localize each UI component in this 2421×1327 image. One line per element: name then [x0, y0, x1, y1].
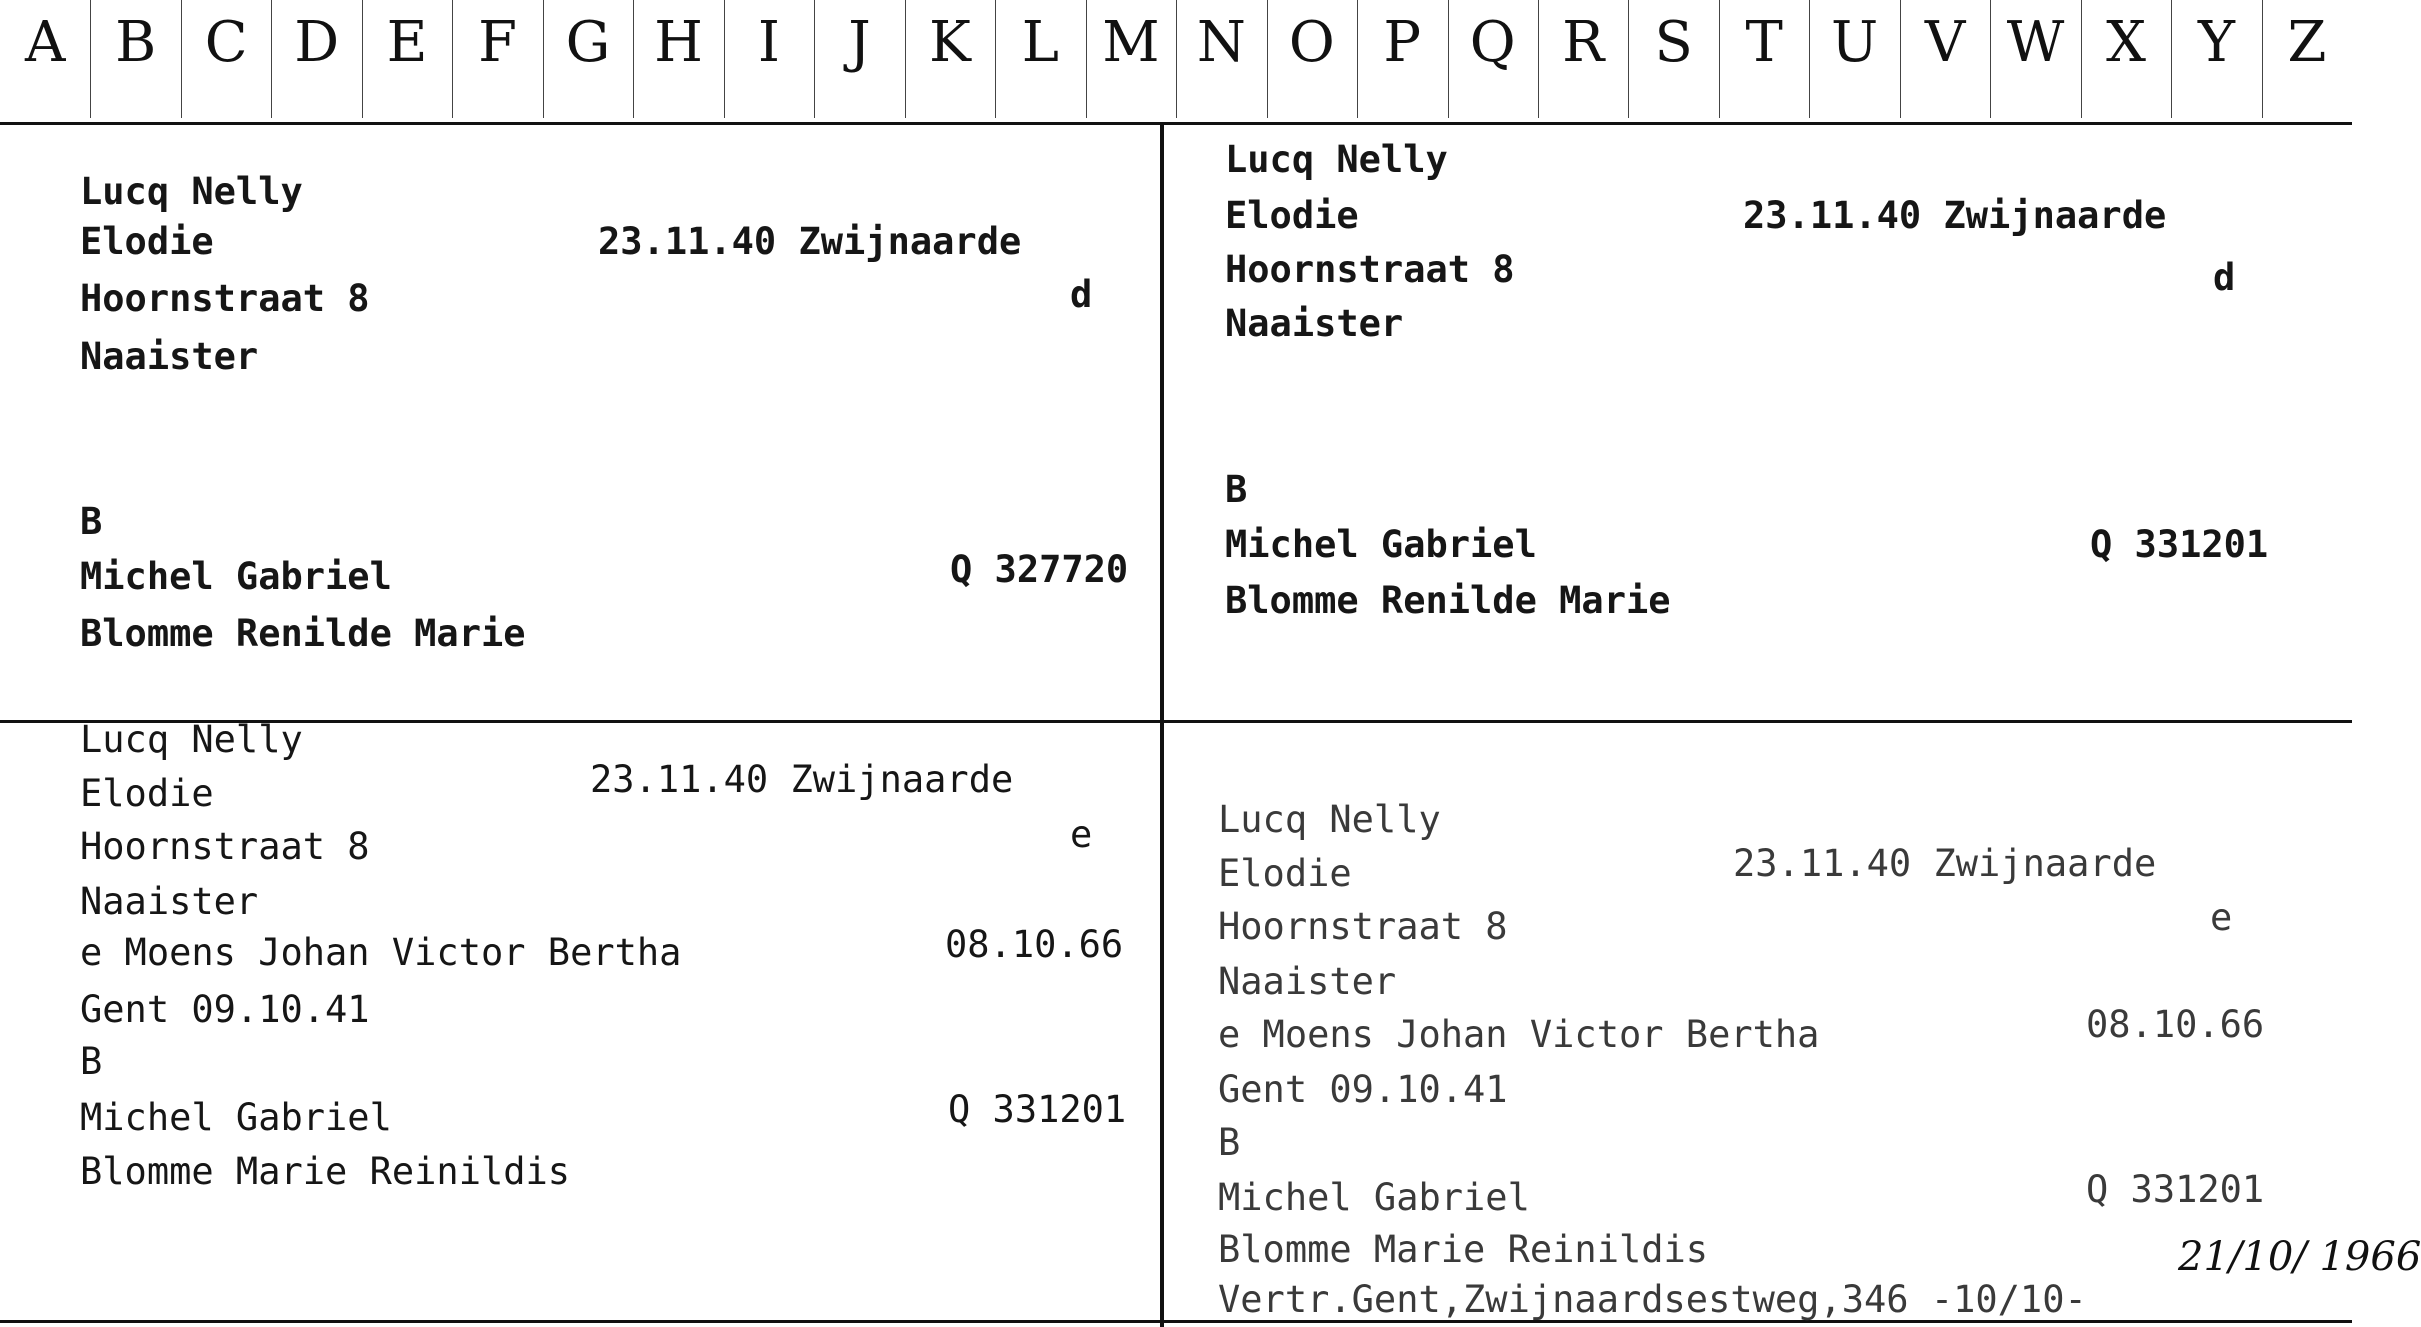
- alphabet-letter-e: E: [362, 0, 452, 122]
- alphabet-letter-a: A: [25, 10, 66, 75]
- card-birth: 23.11.40 Zwijnaarde: [598, 220, 1022, 263]
- alphabet-letter-c: C: [181, 0, 271, 122]
- card-spouse-birth: Gent 09.10.41: [1218, 1068, 1508, 1111]
- card-occupation: Naaister: [1218, 960, 1397, 1003]
- alphabet-letter-l: L: [995, 0, 1085, 122]
- card-birth: 23.11.40 Zwijnaarde: [1733, 842, 2157, 885]
- alphabet-letter-k: K: [905, 0, 995, 122]
- card-name: Lucq Nelly: [80, 718, 303, 761]
- card-given-name: Elodie: [1225, 194, 1359, 237]
- card-address: Hoornstraat 8: [80, 277, 370, 320]
- card-code: e: [2210, 896, 2233, 939]
- card-occupation: Naaister: [1225, 302, 1404, 345]
- card-father: Michel Gabriel: [80, 1096, 392, 1139]
- card-mother: Blomme Marie Reinildis: [80, 1150, 571, 1193]
- alphabet-letter-i: I: [724, 0, 814, 122]
- card-father: Michel Gabriel: [1218, 1176, 1530, 1219]
- card-father: Michel Gabriel: [80, 555, 392, 598]
- card-given-name: Elodie: [80, 772, 214, 815]
- vertical-divider: [1160, 125, 1164, 1327]
- card-marriage-date: 08.10.66: [2086, 1003, 2265, 1046]
- alphabet-letter-b: B: [90, 0, 180, 122]
- alphabet-letter-n: N: [1176, 0, 1266, 122]
- card-mother: Blomme Marie Reinildis: [1218, 1228, 1709, 1271]
- card-qnumber: Q 331201: [2086, 1168, 2265, 1211]
- alphabet-letter-y: Y: [2171, 0, 2261, 122]
- card-birth: 23.11.40 Zwijnaarde: [1743, 194, 2167, 237]
- alphabet-index-bar: [0, 0, 2352, 125]
- card-address: Hoornstraat 8: [80, 825, 370, 868]
- alphabet-letter-z: Z: [2262, 0, 2352, 122]
- card-spouse: e Moens Johan Victor Bertha: [80, 931, 682, 974]
- alphabet-letter-w: W: [1990, 0, 2080, 122]
- alphabet-letter-m: M: [1086, 0, 1176, 122]
- card-b-letter: B: [80, 500, 103, 543]
- card-qnumber: Q 331201: [2090, 523, 2269, 566]
- card-name: Lucq Nelly: [1218, 798, 1441, 841]
- alphabet-letter-r: R: [1538, 0, 1628, 122]
- alphabet-letter-s: S: [1628, 0, 1718, 122]
- alphabet-letter-h: H: [633, 0, 723, 122]
- card-address: Hoornstraat 8: [1218, 905, 1508, 948]
- card-birth: 23.11.40 Zwijnaarde: [590, 758, 1014, 801]
- card-name: Lucq Nelly: [1225, 138, 1448, 181]
- card-mother: Blomme Renilde Marie: [80, 612, 526, 655]
- card-top-right: [1225, 138, 2325, 688]
- card-code: d: [2213, 256, 2236, 299]
- handwritten-date: 21/10/ 1966: [2178, 1234, 2421, 1280]
- card-occupation: Naaister: [80, 880, 259, 923]
- alphabet-letter-v: V: [1900, 0, 1990, 122]
- card-code: e: [1070, 813, 1093, 856]
- alphabet-letter-g: G: [543, 0, 633, 122]
- card-spouse-birth: Gent 09.10.41: [80, 988, 370, 1031]
- card-address: Hoornstraat 8: [1225, 248, 1515, 291]
- alphabet-letter-q: Q: [1448, 0, 1538, 122]
- card-bottom-left: [80, 718, 1150, 1318]
- alphabet-letter-j: J: [814, 0, 904, 122]
- card-marriage-date: 08.10.66: [945, 923, 1124, 966]
- card-name: Lucq Nelly: [80, 170, 303, 213]
- card-qnumber: Q 331201: [948, 1088, 1127, 1131]
- card-mother: Blomme Renilde Marie: [1225, 579, 1671, 622]
- card-occupation: Naaister: [80, 335, 259, 378]
- card-qnumber: Q 327720: [950, 548, 1129, 591]
- card-father: Michel Gabriel: [1225, 523, 1537, 566]
- alphabet-letter-u: U: [1809, 0, 1899, 122]
- alphabet-letter-p: P: [1357, 0, 1447, 122]
- alphabet-letter-x: X: [2081, 0, 2171, 122]
- alphabet-letter-f: F: [452, 0, 542, 122]
- card-bottom-right: [1218, 798, 2421, 1321]
- alphabet-letter-d: D: [271, 0, 361, 122]
- card-spouse: e Moens Johan Victor Bertha: [1218, 1013, 1820, 1056]
- card-given-name: Elodie: [80, 220, 214, 263]
- card-code: d: [1070, 273, 1093, 316]
- alphabet-letter-t: T: [1719, 0, 1809, 122]
- card-top-left: [80, 170, 1150, 690]
- card-given-name: Elodie: [1218, 852, 1352, 895]
- card-departure: Vertr.Gent,Zwijnaardsestweg,346 -10/10-: [1218, 1278, 2087, 1321]
- card-b-letter: B: [80, 1040, 103, 1083]
- alphabet-letter-o: O: [1267, 0, 1357, 122]
- card-b-letter: B: [1225, 468, 1248, 511]
- card-b-letter: B: [1218, 1121, 1241, 1164]
